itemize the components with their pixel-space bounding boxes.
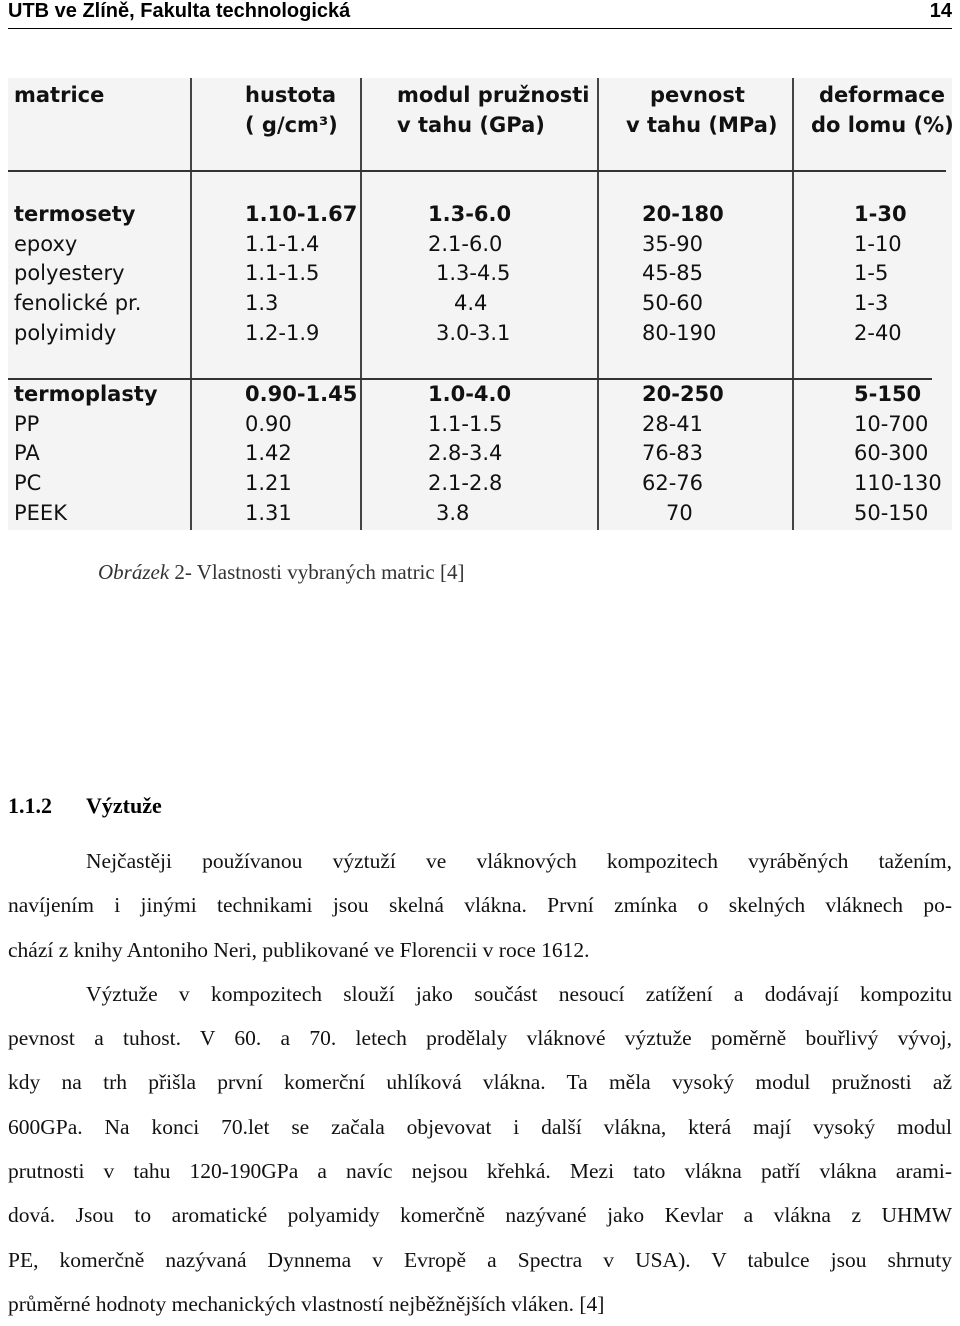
text-line: kdy na trh přišla první komerční uhlíková vlákna. Ta měla vysoký modul pružnosti až <box>8 1070 952 1095</box>
text-line: průměrné hodnoty mechanických vlastností nejběžnějších vláken. [4] <box>8 1291 605 1316</box>
caption-text: 2- Vlastnosti vybraných matric [4] <box>169 560 465 584</box>
text-line: Nejčastěji používanou výztuží ve vláknových kompozitech vyráběných tažením, <box>86 849 952 873</box>
text-line: 600GPa. Na konci 70.let se začala objevovat i další vlákna, která mají vysoký modul <box>8 1114 952 1139</box>
page-number: 14 <box>929 0 952 22</box>
table-divider <box>360 78 362 530</box>
paragraph-1 <box>8 839 952 1326</box>
header-title: UTB ve Zlíně, Fakulta technologická <box>8 0 351 22</box>
section-number: 1.1.2 <box>8 793 52 818</box>
header-pevnost: pevnost v tahu (MPa) <box>626 83 778 137</box>
caption-label: Obrázek <box>98 560 170 584</box>
text-line: PE, komerčně nazývaná Dynnema v Evropě a Spectra v USA). V tabulce jsou shrnuty <box>8 1247 952 1272</box>
page-header <box>8 0 952 29</box>
table-divider <box>597 78 599 530</box>
matrix-properties-table: matrice hustota ( g/cm³) modul pružnosti v tahu (GPa) pevnost v tahu (MPa) deformace do lomu (%) termosety 1.10-1.67 1.3-6.0 20-180 1-30 epoxy 1.1-1.4 2.1-6.0 35-90 1-10 polyestery 1.1-1.5 1.3-4.5 45-85 1-5 fenolické pr. 1.3 4.4 50-60 1-3 polyimidy 1.2-1.9 3.0-3.1 80-190 2-40 termoplasty 0.90-1.45 1.0-4.0 20-250 5-150 PP 0.90 1.1-1.5 28-41 10-700 PA 1.42 2.8-3.4 76-83 60-300 PC 1.21 2.1-2.8 62-76 110-130 PEEK 1.31 3.8 70 50-150 <box>8 78 952 530</box>
text-line: pevnost a tuhost. V 60. a 70. letech prodělaly vláknové výztuže poměrně bouřlivý vývoj, <box>8 1026 952 1051</box>
text-line: chází z knihy Antoniho Neri, publikované ve Florencii v roce 1612. <box>8 937 590 962</box>
text-line: prutnosti v tahu 120-190GPa a navíc nejsou křehká. Mezi tato vlákna patří vlákna arami- <box>8 1159 952 1184</box>
header-matrice: matrice <box>14 83 105 107</box>
figure-caption <box>98 560 464 585</box>
table-divider <box>190 78 192 530</box>
table-divider <box>792 78 794 530</box>
text-line: Výztuže v kompozitech slouží jako součást nesoucí zatížení a dodávají kompozitu <box>86 981 952 1006</box>
text-line: dová. Jsou to aromatické polyamidy komerčně nazývané jako Kevlar a vlákna z UHMW <box>8 1203 952 1228</box>
section-title: Výztuže <box>86 793 162 818</box>
text-line: navíjením i jinými technikami jsou skelná vlákna. První zmínka o skelných vláknech po- <box>8 893 952 918</box>
header-modul: modul pružnosti v tahu (GPa) <box>397 83 590 137</box>
header-rule <box>8 170 946 172</box>
header-deformace: deformace do lomu (%) <box>811 83 954 137</box>
header-hustota: hustota ( g/cm³) <box>245 83 338 137</box>
section-heading <box>8 793 162 819</box>
